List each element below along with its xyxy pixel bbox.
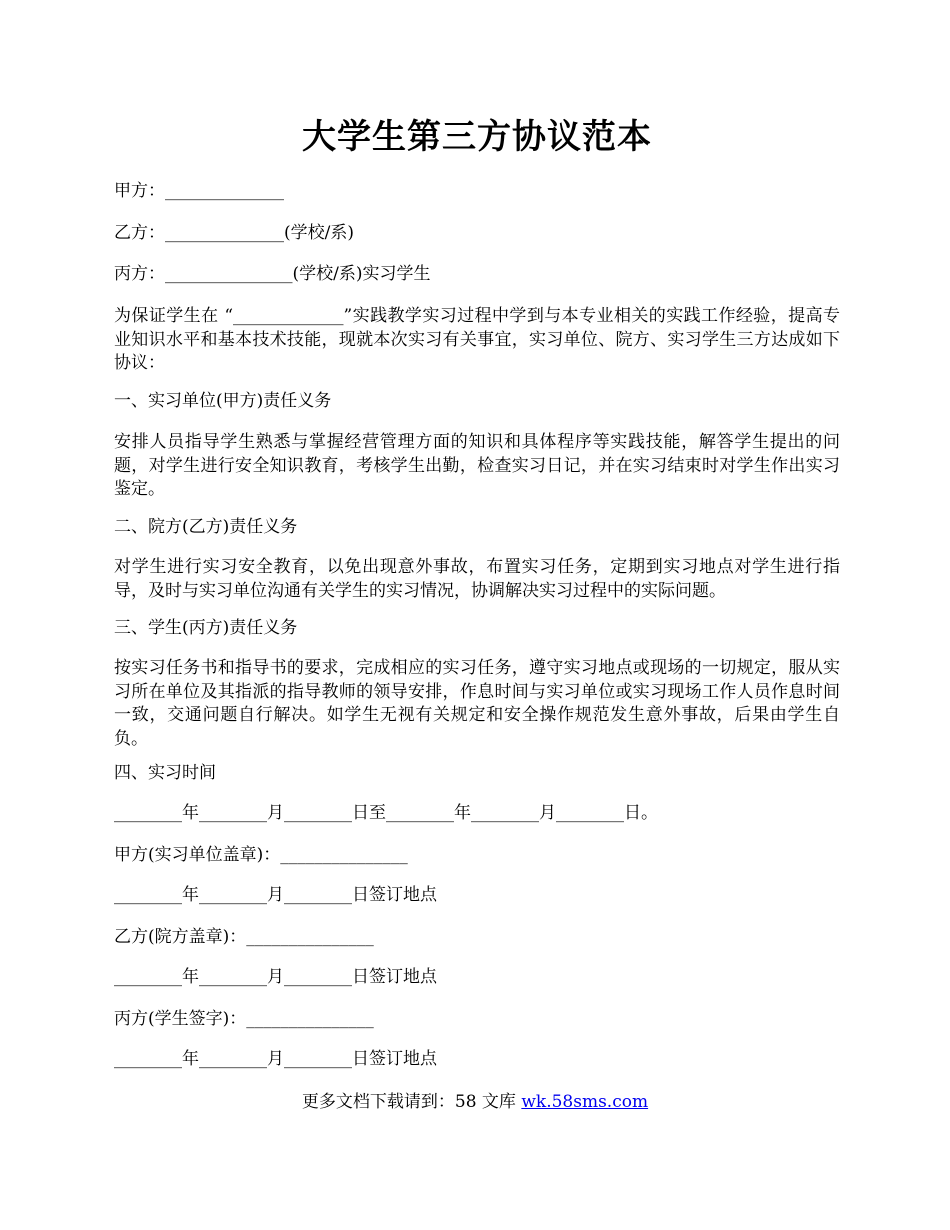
section2-heading: 二、院方(乙方)责任义务: [114, 517, 298, 537]
footer-text: 更多文档下载请到：58 文库: [301, 1092, 522, 1112]
party-b-line: 乙方：______________(学校/系): [114, 223, 354, 243]
party-c-signature: 丙方(学生签字)：_______________: [114, 1009, 374, 1029]
party-c-sign-date: ________年________月________日签订地点: [114, 1049, 437, 1069]
party-a-line: 甲方：______________: [114, 181, 284, 201]
section1-heading: 一、实习单位(甲方)责任义务: [114, 391, 332, 411]
section3-heading: 三、学生(丙方)责任义务: [114, 618, 298, 638]
page-footer: [0, 1090, 950, 1114]
section4-heading: 四、实习时间: [114, 763, 216, 783]
intro-paragraph: 为保证学生在 “_____________”实践教学实习过程中学到与本专业相关的实践工作经验，提高专业知识水平和基本技术技能，现就本次实习有关事宜，实习单位、院方、实习学生三方达成如下协议：: [114, 306, 840, 373]
party-a-signature: 甲方(实习单位盖章)：_______________: [114, 845, 408, 865]
section2-body: 对学生进行实习安全教育，以免出现意外事故，布置实习任务，定期到实习地点对学生进行指导，及时与实习单位沟通有关学生的实习情况，协调解决实习过程中的实际问题。: [114, 557, 840, 601]
footer-link[interactable]: wk.58sms.com: [521, 1092, 649, 1112]
party-a-sign-date: ________年________月________日签订地点: [114, 885, 437, 905]
internship-period: ________年________月________日至________年________月________日。: [114, 803, 658, 823]
section3-body: 按实习任务书和指导书的要求，完成相应的实习任务，遵守实习地点或现场的一切规定，服从实习所在单位及其指派的指导教师的领导安排，作息时间与实习单位或实习现场工作人员作息时间一致，交通问题自行解决。如学生无视有关规定和安全操作规范发生意外事故，后果由学生自负。: [114, 658, 840, 749]
party-b-sign-date: ________年________月________日签订地点: [114, 967, 437, 987]
party-b-signature: 乙方(院方盖章)：_______________: [114, 927, 374, 947]
party-c-line: 丙方：_______________(学校/系)实习学生: [114, 264, 431, 284]
document-title: 大学生第三方协议范本: [302, 117, 652, 157]
section1-body: 安排人员指导学生熟悉与掌握经营管理方面的知识和具体程序等实践技能，解答学生提出的问题，对学生进行安全知识教育，考核学生出勤，检查实习日记，并在实习结束时对学生作出实习鉴定。: [114, 432, 840, 499]
